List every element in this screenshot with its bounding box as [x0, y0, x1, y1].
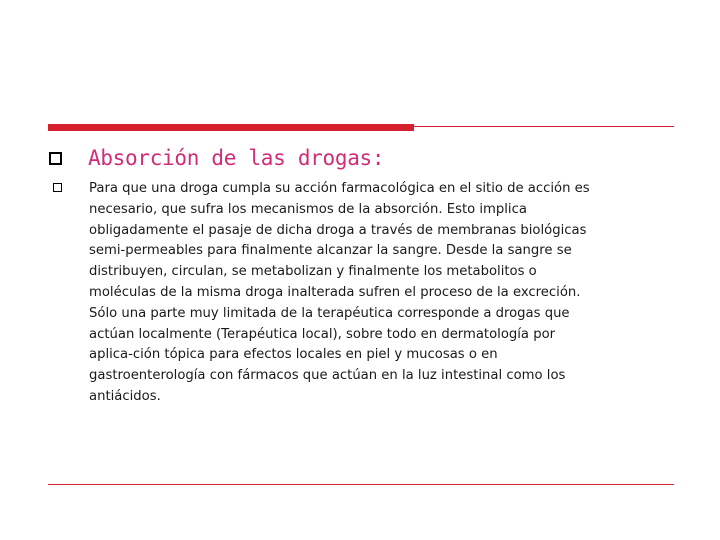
- body-line: actúan localmente (Terapéutica local), sobre todo en dermatología por: [89, 326, 556, 342]
- body-line: antiácidos.: [89, 388, 161, 404]
- title-bullet-icon: [49, 152, 62, 165]
- body-line: semi-permeables para finalmente alcanzar la sangre. Desde la sangre se: [89, 243, 572, 259]
- body-line: obligadamente el pasaje de dicha droga a través de membranas biológicas: [89, 222, 587, 238]
- body-line: distribuyen, circulan, se metabolizan y finalmente los metabolitos o: [89, 264, 537, 280]
- body-line: gastroenterología con fármacos que actúan en la luz intestinal como los: [89, 368, 566, 384]
- bottom-divider-line: [48, 484, 674, 485]
- body-line: necesario, que sufra los mecanismos de la absorción. Esto implica: [89, 201, 527, 217]
- body-line: Para que una droga cumpla su acción farmacológica en el sitio de acción es: [89, 181, 590, 196]
- body-paragraph: [89, 179, 679, 408]
- body-line: aplica-ción tópica para efectos locales en piel y mucosas o en: [89, 347, 498, 363]
- top-accent-bar: [48, 124, 414, 131]
- top-divider-line: [414, 126, 674, 127]
- slide-title: Absorción de las drogas:: [88, 146, 385, 170]
- body-line: Sólo una parte muy limitada de la terapéutica corresponde a drogas que: [89, 305, 570, 321]
- body-line: moléculas de la misma droga inalterada sufren el proceso de la excreción.: [89, 284, 581, 300]
- body-bullet-icon: [53, 183, 62, 192]
